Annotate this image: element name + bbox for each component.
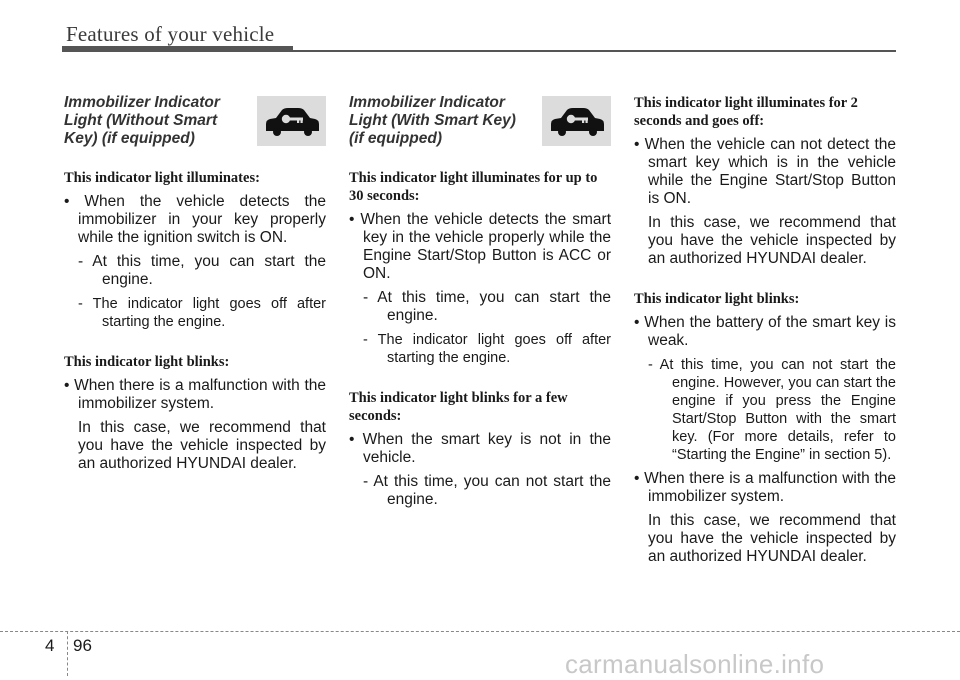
chapter-number: 4	[45, 636, 55, 655]
recommend-paragraph: In this case, we recommend that you have the vehicle inspected by an authorized HYUNDAI dealer.	[648, 214, 896, 267]
sub-item: - At this time, you can not start the engine. However, you can start the engine if you press the Engine Start/Stop Button with the smart key. (For more details, refer to “Starting the Engine” in section 5).	[648, 357, 896, 463]
site-watermark: carmanualsonline.info	[565, 649, 825, 679]
sub-item: - At this time, you can start the engine.	[363, 289, 611, 324]
indicator-illuminates-heading: This indicator light illuminates for up to 30 seconds:	[349, 170, 598, 204]
bullet-item: • When the vehicle detects the smart key in the vehicle properly while the Engine Start/Stop Button is ACC or ON.	[349, 211, 611, 282]
column-2	[349, 94, 611, 509]
sub-item: - At this time, you can start the engine.	[78, 253, 326, 288]
indicator-blinks-heading: This indicator light blinks:	[634, 291, 800, 307]
car-key-icon	[257, 96, 326, 146]
indicator-illuminates-heading: This indicator light illuminates for 2 seconds and goes off:	[634, 95, 858, 129]
sub-item: - The indicator light goes off after starting the engine.	[363, 332, 611, 366]
bullet-item: • When there is a malfunction with the immobilizer system.	[634, 470, 896, 505]
footer-rule	[0, 631, 960, 632]
section-title: Immobilizer Indicator Light (Without Smart Key) (if equipped)	[64, 94, 220, 147]
page-number: 96	[73, 636, 92, 655]
header-rule-thin	[293, 50, 896, 52]
bullet-item: • When the vehicle can not detect the smart key which is in the vehicle while the Engine Start/Stop Button is ON.	[634, 136, 896, 207]
footer-divider	[67, 631, 68, 676]
indicator-blinks-heading: This indicator light blinks for a few seconds:	[349, 390, 568, 424]
section-header	[64, 94, 326, 146]
section-header	[349, 94, 611, 146]
bullet-item: • When the battery of the smart key is weak.	[634, 314, 896, 349]
page-header-title: Features of your vehicle	[66, 22, 275, 46]
column-1	[64, 94, 326, 473]
column-3	[634, 94, 896, 566]
bullet-item: • When there is a malfunction with the immobilizer system.	[64, 377, 326, 412]
recommend-paragraph: In this case, we recommend that you have the vehicle inspected by an authorized HYUNDAI dealer.	[78, 419, 326, 472]
bullet-item: • When the vehicle detects the immobilizer in your key properly while the ignition switch is ON.	[64, 193, 326, 246]
sub-item: - The indicator light goes off after starting the engine.	[78, 296, 326, 330]
recommend-paragraph: In this case, we recommend that you have the vehicle inspected by an authorized HYUNDAI dealer.	[648, 512, 896, 565]
bullet-item: • When the smart key is not in the vehicle.	[349, 431, 611, 466]
car-key-icon	[542, 96, 611, 146]
indicator-illuminates-heading: This indicator light illuminates:	[64, 170, 260, 186]
section-title: Immobilizer Indicator Light (With Smart Key) (if equipped)	[349, 94, 516, 147]
sub-item: - At this time, you can not start the engine.	[363, 473, 611, 508]
indicator-blinks-heading: This indicator light blinks:	[64, 354, 230, 370]
header-rule-thick	[62, 46, 293, 52]
